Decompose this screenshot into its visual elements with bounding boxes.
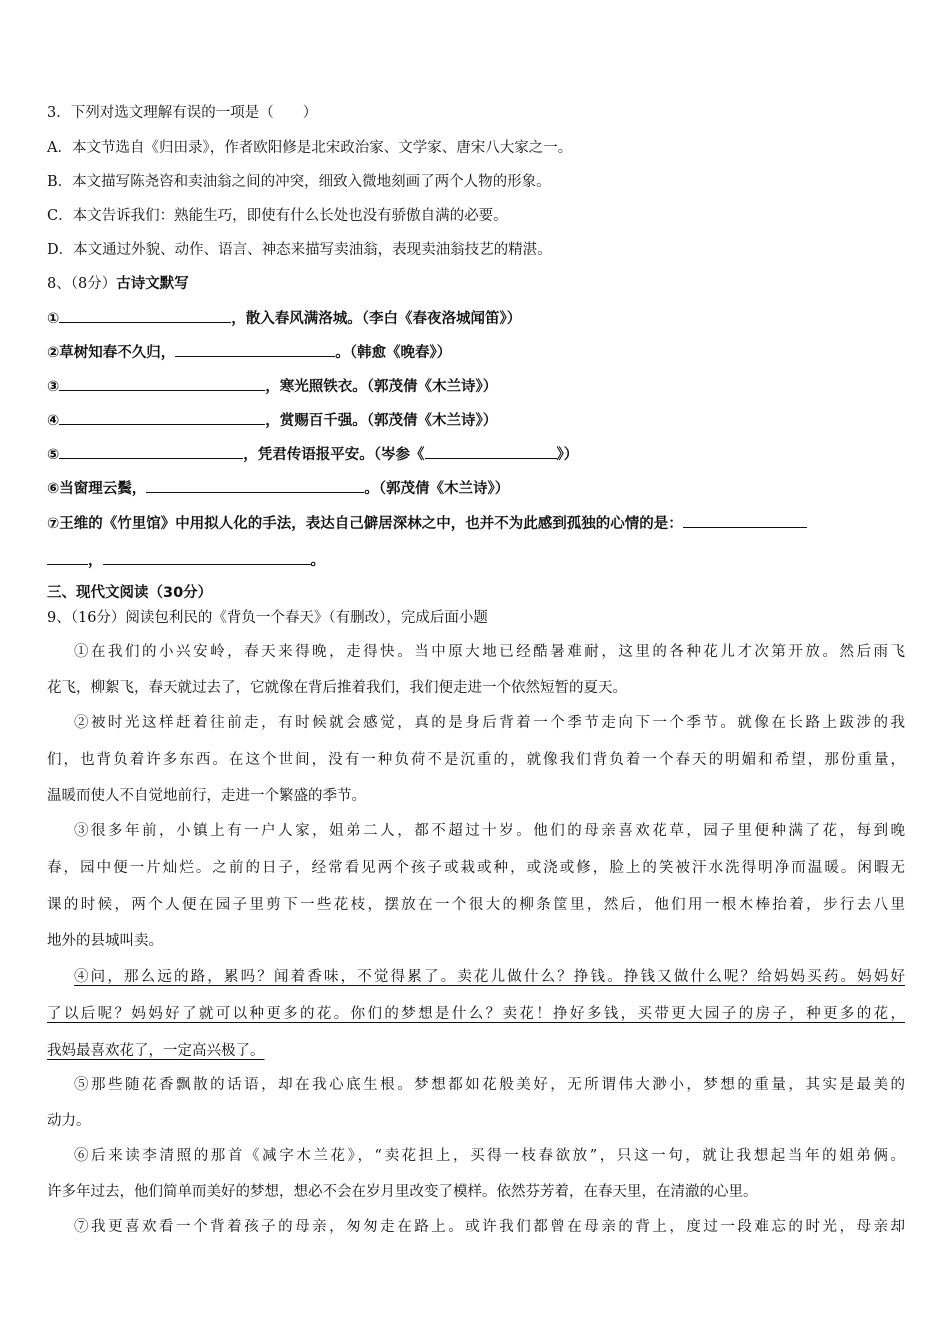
item-prefix: ④ <box>47 413 60 429</box>
answer-blank[interactable] <box>59 376 265 391</box>
underlined-paragraph-line: 我妈最喜欢花了，一定高兴极了。 <box>47 1043 265 1059</box>
option-a: A．本文节选自《归田录》，作者欧阳修是北宋政治家、文学家、唐宋八大家之一。 <box>47 140 573 156</box>
item-suffix: ，赏赐百千强。（郭茂倩《木兰诗》） <box>265 413 498 429</box>
paragraph-line: 春，园中便一片灿烂。之前的日子，经常看见两个孩子或栽或种，或浇或修，脸上的笑被汗水洗得明净而温暖。闲暇无 <box>47 860 905 876</box>
answer-blank[interactable] <box>59 444 243 459</box>
question-stem: 3．下列对选文理解有误的一项是（ ） <box>47 105 318 121</box>
answer-blank[interactable] <box>47 550 88 565</box>
paragraph-line: 动力。 <box>47 1113 91 1129</box>
answer-blank[interactable] <box>103 550 311 565</box>
paragraph-line: 温暖而使人不自觉地前行，走进一个繁盛的季节。 <box>47 788 366 804</box>
fill-item-6 <box>47 478 509 499</box>
underlined-paragraph-line: 了以后呢？妈妈好了就可以种更多的花。你们的梦想是什么？卖花！挣好多钱，买带更大园子的房子，种更多的花， <box>47 1006 905 1022</box>
paragraph-line: ①在我们的小兴安岭，春天来得晚，走得快。当中原大地已经酷暑难耐，这里的各种花儿才次第开放。然后雨飞 <box>74 644 905 660</box>
paragraph-line: ②被时光这样赶着往前走，有时候就会感觉，真的是身后背着一个季节走向下一个季节。就像在长路上跋涉的我 <box>74 715 905 731</box>
fill-item-3 <box>47 376 497 397</box>
option-c: C．本文告诉我们：熟能生巧，即使有什么长处也没有骄傲自满的必要。 <box>47 208 508 224</box>
paragraph-line: 们，也背负着许多东西。在这个世间，没有一种负荷不是沉重的，就像我们背负着一个春天的明媚和希望，那份重量， <box>47 752 905 768</box>
item-suffix: 。 <box>310 553 325 569</box>
answer-blank[interactable] <box>683 513 807 528</box>
fill-item-7-cont <box>47 550 325 571</box>
option-d: D．本文通过外貌、动作、语言、神态来描写卖油翁，表现卖油翁技艺的精湛。 <box>47 242 552 258</box>
item-prefix: ⑤ <box>47 447 60 463</box>
fill-item-1 <box>47 308 521 329</box>
section-title: 三、现代文阅读（30分） <box>47 585 213 601</box>
item-suffix: 。（郭茂倩《木兰诗》） <box>364 481 510 497</box>
paragraph-line: ⑤那些随花香飘散的话语，却在我心底生根。梦想都如花般美好，无所谓伟大渺小，梦想的重量，其实是最美的 <box>74 1077 905 1093</box>
answer-blank[interactable] <box>59 308 231 323</box>
item-middle: ，凭君传语报平安。（岑参《 <box>243 447 425 463</box>
fill-item-4 <box>47 410 497 431</box>
paragraph-line: 地外的县城叫卖。 <box>47 933 163 949</box>
paragraph-line: ③很多年前，小镇上有一户人家，姐弟二人，都不超过十岁。他们的母亲喜欢花草，园子里便种满了花，每到晚 <box>74 823 905 839</box>
item-prefix: ① <box>47 311 60 327</box>
paragraph-line: ⑦我更喜欢看一个背着孩子的母亲，匆匆走在路上。或许我们都曾在母亲的背上，度过一段难忘的时光，母亲却 <box>74 1219 905 1235</box>
score: 8、（8分） <box>47 276 117 292</box>
item-suffix: ，散入春风满洛城。（李白《春夜洛城闻笛》） <box>231 311 522 327</box>
question-9-stem: 9、（16分）阅读包利民的《背负一个春天》（有删改），完成后面小题 <box>47 610 488 626</box>
item-middle: ， <box>88 553 103 569</box>
paragraph-line: 课的时候，两个人便在园子里剪下一些花枝，摆放在一个很大的柳条筐里，然后，他们用一根木棒抬着，步行去八里 <box>47 897 905 913</box>
paragraph-line: ⑥后来读李清照的那首《减字木兰花》，“卖花担上，买得一枝春欲放”，只这一句，就让我想起当年的姐弟俩。 <box>74 1148 905 1164</box>
fill-item-7 <box>47 513 807 534</box>
paragraph-line: 花飞，柳絮飞，春天就过去了，它就像在背后推着我们，我们便走进一个依然短暂的夏天。 <box>47 680 627 696</box>
item-prefix: ⑦王维的《竹里馆》中用拟人化的手法，表达自己僻居深林之中，也并不为此感到孤独的心情的是： <box>47 516 683 532</box>
answer-blank[interactable] <box>59 410 265 425</box>
fill-item-5 <box>47 444 578 465</box>
item-prefix: ⑥当窗理云鬓， <box>47 481 147 497</box>
item-suffix: ，寒光照铁衣。（郭茂倩《木兰诗》） <box>265 379 498 395</box>
option-b: B．本文描写陈尧咨和卖油翁之间的冲突，细致入微地刻画了两个人物的形象。 <box>47 174 551 190</box>
question-title: 古诗文默写 <box>116 276 189 292</box>
title-blank[interactable] <box>425 444 557 459</box>
underlined-paragraph-line: ④问，那么远的路，累吗？闻着香味，不觉得累了。卖花儿做什么？挣钱。挣钱又做什么呢？给妈妈买药。妈妈好 <box>74 969 905 985</box>
fill-item-2 <box>47 342 451 363</box>
item-suffix: 》） <box>556 447 579 463</box>
paragraph-line: 许多年过去，他们简单而美好的梦想，想必不会在岁月里改变了模样。依然芬芳着，在春天里，在清澈的心里。 <box>47 1184 758 1200</box>
item-prefix: ②草树知春不久归， <box>47 345 176 361</box>
answer-blank[interactable] <box>175 342 335 357</box>
question-header <box>47 274 189 294</box>
answer-blank[interactable] <box>146 478 364 493</box>
item-prefix: ③ <box>47 379 60 395</box>
item-suffix: 。（韩愈《晚春》） <box>335 345 452 361</box>
